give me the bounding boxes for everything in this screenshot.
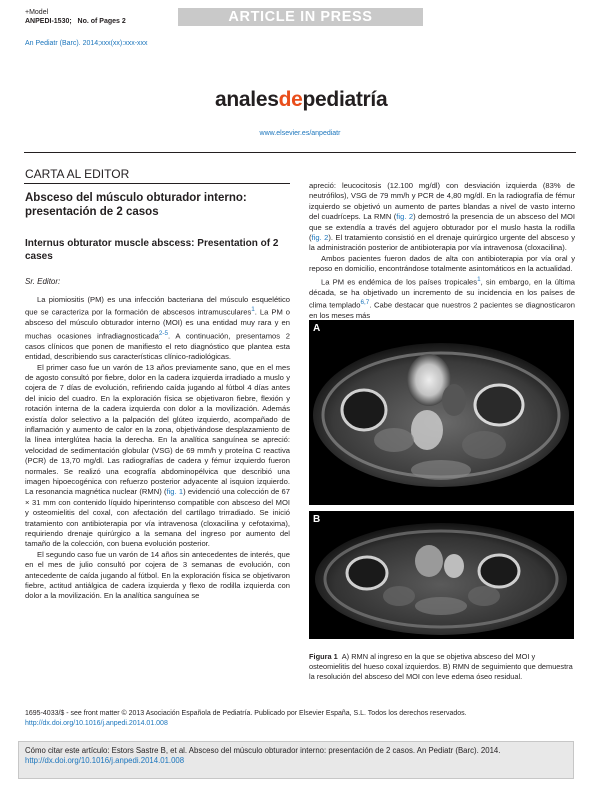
reference-link[interactable]: 6,7 bbox=[360, 299, 370, 306]
mri-panel-b bbox=[309, 511, 574, 639]
how-to-cite-text: Cómo citar este artículo: Estors Sastre B, et al. Absceso del músculo obturador interno: presentación de 2 casos. An Pediatr (Barc). 2014. bbox=[25, 746, 501, 755]
figure-link[interactable]: fig. 2 bbox=[311, 233, 329, 243]
right-column bbox=[309, 181, 575, 321]
figure-link[interactable]: fig. 2 bbox=[396, 212, 414, 222]
article-title-english: Internus obturator muscle abscess: Presentation of 2 cases bbox=[25, 238, 279, 262]
panel-b-label: B bbox=[313, 514, 321, 525]
copyright-footnote bbox=[25, 709, 575, 728]
cite-doi-link[interactable]: http://dx.doi.org/10.1016/j.anpedi.2014.01.008 bbox=[25, 756, 185, 765]
logo-part-de: de bbox=[278, 88, 303, 111]
reference-link[interactable]: 2-5 bbox=[158, 329, 168, 337]
article-id: ANPEDI-1530; bbox=[25, 17, 72, 25]
journal-website-link[interactable]: www.elsevier.es/anpediatr bbox=[259, 130, 341, 137]
section-divider bbox=[24, 183, 290, 184]
figure-caption-text: A) RMN al ingreso en la que se objetiva absceso del MOI y osteomielitis del hueso coxal izquierdos. B) RMN de seguimiento que demuestra la resolución del absceso del MOI con leve edema óseo residual. bbox=[309, 652, 573, 681]
header-meta bbox=[25, 9, 126, 26]
article-title: Absceso del músculo obturador interno: presentación de 2 casos bbox=[25, 192, 247, 218]
figure-link[interactable]: fig. 1 bbox=[166, 487, 184, 497]
figure-caption-label: Figura 1 bbox=[309, 652, 338, 661]
doi-link[interactable]: http://dx.doi.org/10.1016/j.anpedi.2014.01.008 bbox=[25, 719, 168, 727]
paragraph-case-1: El primer caso fue un varón de 13 años previamente sano, que en el mes de agosto consultó por fiebre, dolor en la cadera izquierda irradiado a muslo y cojera de 7 días de evolución, refiriendo caída jugando al fútbol 4 días antes del inicio del cuadro. En la exploración física se objetivaron fiebre, flexión y rotación interna de la cadera izquierda con dolor a la movilización. Además existía dolor selectivo a la palpación del glúteo izquierdo, acompañado de inflamación y aumento de calor en la zona, objetivándose desplazamiento de la línea interglútea hacia la derecha. En la analítica sanguínea se apreció: velocidad de sedimentación globular (VSG) de 69 mm/h y proteína C reactiva (PCR) de 13,70 mg/dl. Las radiografías de cadera y fémur izquierdo fueron normales. Se realizó una ecografía abdominopélvica que describió una imagen hipoecogénica con refuerzo posterior adyacente al isquion izquierdo. La resonancia magnética nuclear (RMN) (fig. 1) evidenció una colección de 67 × 31 mm con contenido líquido hiperintenso compatible con absceso del MOI y osteomielitis del coxal, con afectación del cartílago trirradiado. Se inició tratamiento con antibioterapia por vía intravenosa (cloxacilina y cefotaxima), requiriendo drenaje quirúrgico a la semana del ingreso por aumento del tamaño de la colección, con buena evolución posterior. bbox=[25, 362, 290, 549]
copyright-text: 1695-4033/$ - see front matter © 2013 Asociación Española de Pediatría. Publicado por Elsevier España, S.L. Todos los derechos reservados. bbox=[25, 710, 467, 717]
paragraph-case-2: El segundo caso fue un varón de 14 años sin antecedentes de interés, que en el mes de julio consultó por cojera de 3 semanas de evolución, con antecedente de caída jugando al fútbol. En la exploración física se objetivaron fiebre, actitud antiálgica de cadera izquierda y flexo de rodilla izquierda con dolor a la movilización. En la analítica sanguínea se bbox=[25, 549, 290, 601]
salutation: Sr. Editor: bbox=[25, 277, 61, 286]
paragraph-discharge: Ambos pacientes fueron dados de alta con antibioterapia por vía oral y reposo en domicilio, encontrándose totalmente asintomáticos en la actualidad. bbox=[309, 253, 575, 274]
mri-image-a bbox=[309, 320, 574, 505]
figure-caption bbox=[309, 652, 574, 682]
section-label: CARTA AL EDITOR bbox=[25, 167, 130, 181]
reference-link[interactable]: 1 bbox=[477, 275, 481, 283]
mri-image-b bbox=[309, 511, 574, 639]
model-label: +Model bbox=[25, 9, 49, 16]
paragraph-discussion: La PM es endémica de los países tropicales$^1$, sin embargo, en la última década, se ha objetivado un incremento de su incidencia en los países de clima templado$^{6,7}$. Cabe destacar que nuestros 2 pacientes se diagnosticaron en los meses más bbox=[309, 275, 575, 320]
journal-logo bbox=[215, 88, 387, 112]
mri-panel-a bbox=[309, 320, 574, 505]
logo-part-anales: anales bbox=[215, 88, 279, 111]
header-divider bbox=[24, 152, 576, 153]
left-column bbox=[25, 295, 290, 602]
journal-citation[interactable]: An Pediatr (Barc). 2014;xxx(xx):xxx-xxx bbox=[25, 40, 148, 47]
paragraph-intro: La piomiositis (PM) es una infección bacteriana del músculo esquelético que se caracteriza por la formación de abscesos intramusculares$^1$. La PM o absceso del músculo obturador interno (MOI) es una entidad muy rara y en muchas ocasiones infradiagnosticada$^{2-5}$. A continuación, presentamos 2 casos clínicos que ponen de manifiesto el reto diagnóstico que plantea esta entidad, describiendo sus características clínico-radiológicas. bbox=[25, 295, 290, 362]
panel-a-label: A bbox=[313, 323, 321, 334]
reference-link[interactable]: 1 bbox=[251, 306, 255, 314]
article-in-press-banner: ARTICLE IN PRESS bbox=[178, 8, 423, 26]
logo-part-pediatria: pediatría bbox=[302, 88, 388, 111]
page-count: No. of Pages 2 bbox=[77, 17, 126, 25]
paragraph-case-2-cont: apreció: leucocitosis (12.100 mg/dl) con desviación izquierda (83% de neutrófilos), VSG de 79 mm/h y PCR de 4,80 mg/dl. En la radiografía de fémur izquierdo se objetivó un aumento de partes blandas a nivel de vasto interno del cuadríceps. La RMN (fig. 2) demostró la presencia de un absceso del MOI que se extendía a través del agujero obturador por el muslo hasta la rodilla (fig. 2). El tratamiento consistió en el drenaje quirúrgico urgente del absceso y la administración posterior de antibioterapia por vía intravenosa (cloxacilina). bbox=[309, 181, 575, 253]
how-to-cite-box bbox=[18, 741, 574, 779]
